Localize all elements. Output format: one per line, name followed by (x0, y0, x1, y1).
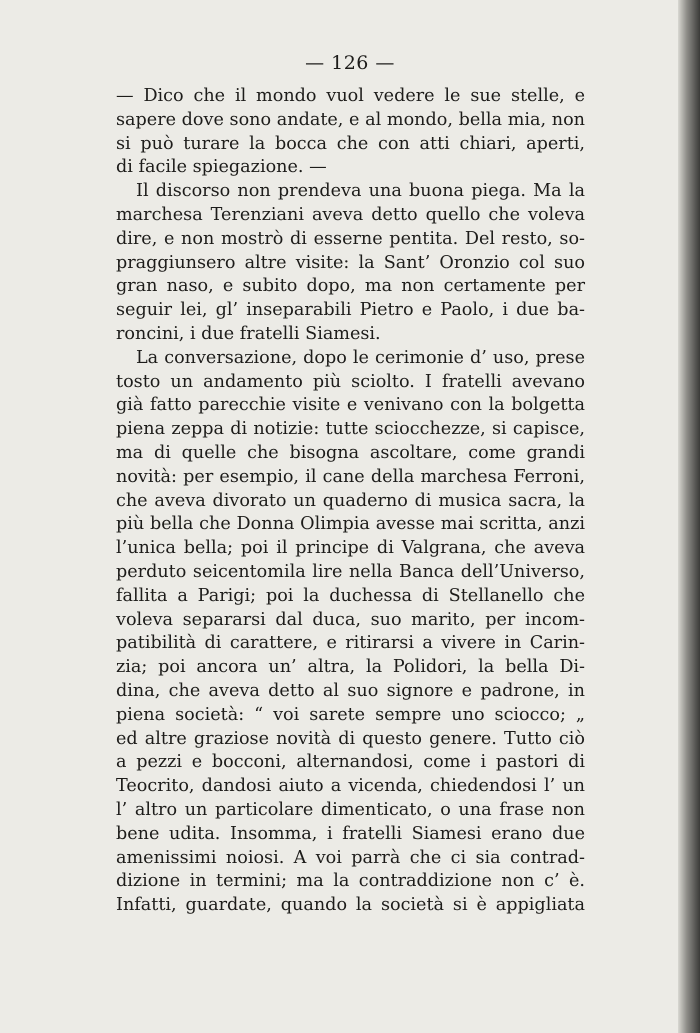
text-line: Il discorso non prendeva una buona piega. Ma la (136, 181, 585, 202)
body-text (116, 85, 585, 918)
text-line: dina, che aveva detto al suo signore e padrone, in (116, 680, 585, 701)
text-line: Teocrito, dandosi aiuto a vicenda, chiedendosi l’ un (116, 776, 585, 797)
text-line: piena zeppa di notizie: tutte sciocchezze, si capisce, (116, 419, 585, 440)
text-line: seguir lei, gl’ inseparabili Pietro e Paolo, i due ba- (116, 300, 585, 321)
text-line: più bella che Donna Olimpia avesse mai scritta, anzi (116, 514, 585, 535)
text-line: tosto un andamento più sciolto. I fratelli avevano (116, 371, 585, 392)
text-line: praggiunsero altre visite: la Sant’ Oronzio col suo (116, 252, 585, 273)
text-line: amenissimi noiosi. A voi parrà che ci sia contrad- (116, 847, 585, 868)
text-line: di facile spiegazione. — (116, 157, 327, 178)
text-line: l’ altro un particolare dimenticato, o una frase non (116, 799, 585, 820)
text-line: perduto seicentomila lire nella Banca dell’Universo, (116, 561, 585, 582)
text-line: dire, e non mostrò di esserne pentita. Del resto, so- (116, 228, 585, 249)
text-line: l’unica bella; poi il principe di Valgrana, che aveva (116, 538, 585, 559)
text-line: gran naso, e subito dopo, ma non certamente per (116, 276, 585, 297)
text-line: roncini, i due fratelli Siamesi. (116, 323, 381, 344)
text-line: zia; poi ancora un’ altra, la Polidori, la bella Di- (116, 657, 585, 678)
text-line: sapere dove sono andate, e al mondo, bella mia, non (116, 109, 585, 130)
text-line: Infatti, guardate, quando la società si è appigliata (116, 895, 585, 916)
text-line: dizione in termini; ma la contraddizione non c’ è. (116, 871, 585, 892)
page-number: — 126 — (305, 52, 395, 74)
text-line: fallita a Parigi; poi la duchessa di Stellanello che (116, 585, 585, 606)
text-line: si può turare la bocca che con atti chiari, aperti, (116, 133, 585, 154)
text-line: piena società: “ voi sarete sempre uno sciocco; „ (116, 704, 585, 725)
text-line: — Dico che il mondo vuol vedere le sue stelle, e (116, 86, 585, 106)
text-line: patibilità di carattere, e ritirarsi a vivere in Carin- (116, 633, 585, 654)
text-line: ma di quelle che bisogna ascoltare, come grandi (116, 442, 585, 463)
text-line: a pezzi e bocconi, alternandosi, come i pastori di (116, 752, 585, 773)
text-line: ed altre graziose novità di questo genere. Tutto ciò (116, 728, 585, 749)
text-line: La conversazione, dopo le cerimonie d’ uso, prese (136, 347, 585, 368)
text-line: che aveva divorato un quaderno di musica sacra, la (116, 490, 585, 511)
text-line: già fatto parecchie visite e venivano con la bolgetta (116, 395, 585, 416)
text-line: bene udita. Insomma, i fratelli Siamesi erano due (116, 823, 585, 844)
text-line: voleva separarsi dal duca, suo marito, per incom- (116, 609, 585, 630)
text-line: marchesa Terenziani aveva detto quello che voleva (116, 204, 585, 225)
text-line: novità: per esempio, il cane della marchesa Ferroni, (116, 466, 585, 487)
